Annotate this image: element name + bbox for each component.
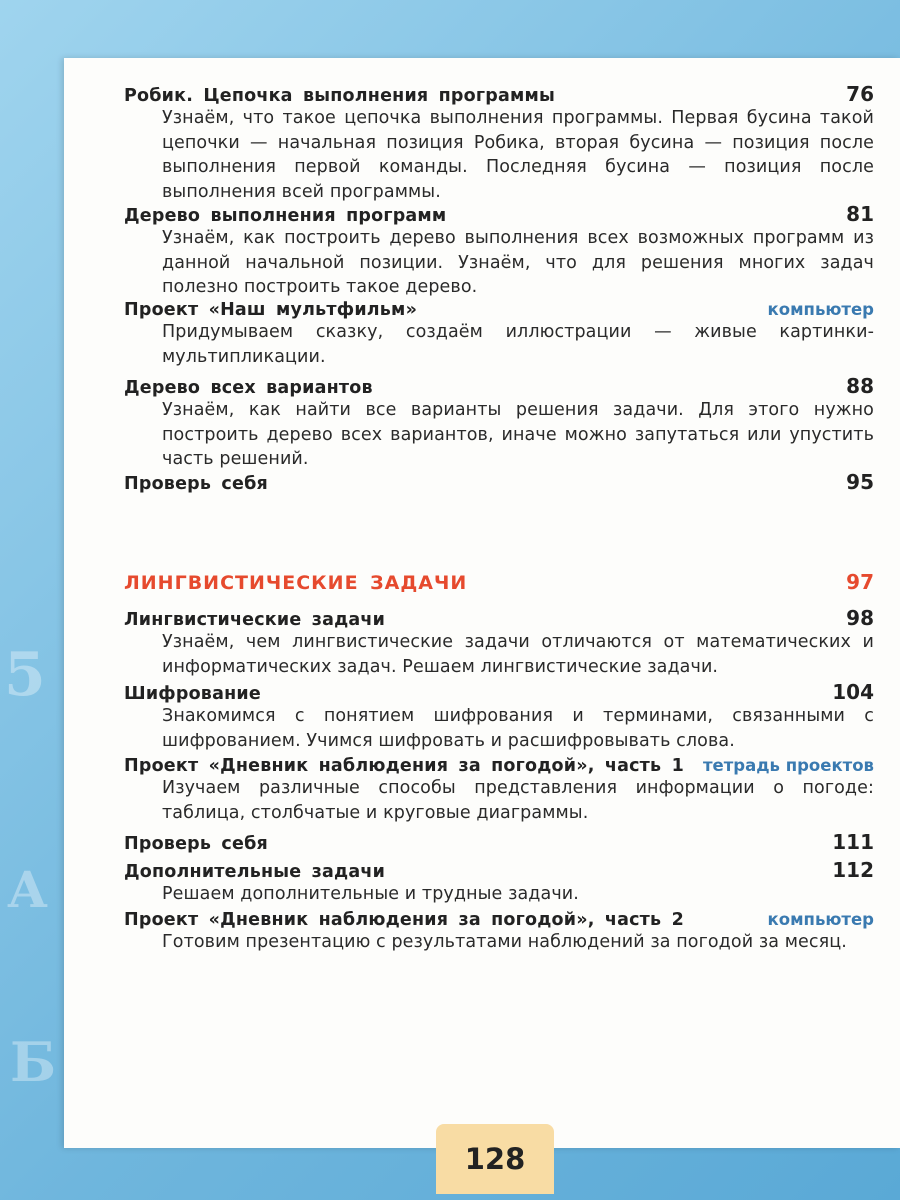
toc-entry xyxy=(124,680,874,753)
entry-description: Готовим презентацию с результатами наблюдений за погодой за месяц. xyxy=(162,932,847,952)
entry-title: Робик. Цепочка выполнения программы xyxy=(124,86,555,106)
entry-tag: тетрадь проектов xyxy=(702,756,874,775)
section-page-number: 97 xyxy=(846,570,874,594)
entry-title: Проект «Дневник наблюдения за погодой», часть 1 xyxy=(124,756,684,776)
section-title: ЛИНГВИСТИЧЕСКИЕ ЗАДАЧИ xyxy=(124,572,468,594)
entry-description: Узнаём, как найти все варианты решения задачи. Для этого нужно построить дерево всех вариантов, иначе можно запутаться или упустить часть решений. xyxy=(162,400,874,469)
entry-description: Знакомимся с понятием шифрования и терминами, связанными с шифрованием. Учимся шифровать и расшифровывать слова. xyxy=(162,706,874,751)
entry-description: Изучаем различные способы представления информации о погоде: таблица, столбчатые и круговые диаграммы. xyxy=(162,778,874,823)
entry-title: Проверь себя xyxy=(124,834,268,854)
entry-page-number: 95 xyxy=(846,470,874,494)
page-number-tab: 128 xyxy=(436,1124,554,1194)
toc-entry xyxy=(124,82,874,204)
entry-description: Узнаём, что такое цепочка выполнения программы. Первая бусина такой цепочки — начальная позиция Робика, вторая бусина — позиция после выполнения первой команды. Последняя бусина — позиция после выполнения всей программы. xyxy=(162,108,874,202)
background-glyph: A xyxy=(8,860,47,919)
entry-description: Узнаём, как построить дерево выполнения всех возможных программ из данной начальной позиции. Узнаём, что для решения многих задач полезно построить такое дерево. xyxy=(162,228,874,297)
entry-title: Лингвистические задачи xyxy=(124,610,386,630)
entry-tag: компьютер xyxy=(767,910,874,929)
entry-title: Дерево выполнения программ xyxy=(124,206,447,226)
toc-entry xyxy=(124,202,874,300)
entry-title: Проверь себя xyxy=(124,474,268,494)
entry-title: Проект «Дневник наблюдения за погодой», часть 2 xyxy=(124,910,684,930)
background-glyph: 5 xyxy=(4,640,46,710)
entry-page-number: 88 xyxy=(846,374,874,398)
toc-entry xyxy=(124,470,874,494)
entry-page-number: 81 xyxy=(846,202,874,226)
toc-entry xyxy=(124,374,874,472)
toc-entry xyxy=(124,830,874,854)
entry-page-number: 76 xyxy=(846,82,874,106)
entry-tag: компьютер xyxy=(767,300,874,319)
entry-title: Шифрование xyxy=(124,684,261,704)
toc-entry xyxy=(124,756,874,825)
entry-title: Проект «Наш мультфильм» xyxy=(124,300,418,320)
entry-title: Дополнительные задачи xyxy=(124,862,386,882)
entry-page-number: 98 xyxy=(846,606,874,630)
entry-description: Придумываем сказку, создаём иллюстрации — живые картинки-мультипликации. xyxy=(162,322,874,367)
entry-page-number: 111 xyxy=(832,830,874,854)
background-glyph: Б xyxy=(10,1030,57,1094)
toc-entry xyxy=(124,606,874,679)
entry-description: Решаем дополнительные и трудные задачи. xyxy=(162,884,579,904)
toc-entry xyxy=(124,300,874,369)
toc-entry xyxy=(124,910,874,955)
entry-page-number: 112 xyxy=(832,858,874,882)
entry-description: Узнаём, чем лингвистические задачи отличаются от математических и информатических задач. Решаем лингвистические задачи. xyxy=(162,632,874,677)
entry-title: Дерево всех вариантов xyxy=(124,378,373,398)
entry-page-number: 104 xyxy=(832,680,874,704)
toc-entry xyxy=(124,858,874,907)
section-heading xyxy=(124,570,874,594)
toc-page xyxy=(64,58,900,1148)
